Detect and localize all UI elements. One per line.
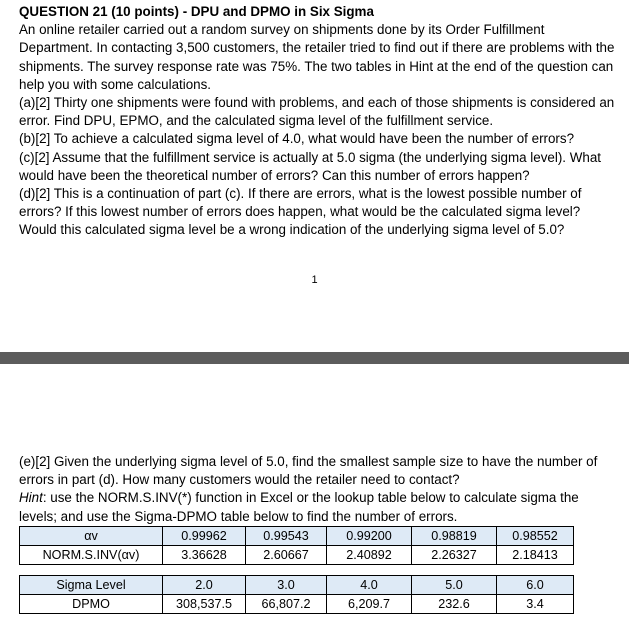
table-cell: 308,537.5 [163,595,246,614]
row-label: NORM.S.INV(αv) [20,546,163,565]
row-label: Sigma Level [20,576,163,595]
table-cell: 2.18413 [497,546,574,565]
part-a: (a)[2] Thirty one shipments were found with problems, and each of those shipments is considered an error. Find DPU, EPMO, and the calculated sigma level of the fulfillment service. [19,95,615,129]
question-title: QUESTION 21 (10 points) - DPU and DPMO in Six Sigma [19,4,374,19]
table-cell: 3.36628 [163,546,246,565]
question-intro: An online retailer carried out a random survey on shipments done by its Order Fulfillment Department. In contacting 3,500 customers, the retailer tried to find out if there are problems with the shipments. The survey response rate was 75%. The two tables in Hint at the end of the question can help you with some calculations. [19,22,615,92]
table-cell: 0.99543 [246,527,327,546]
table-cell: 3.4 [497,595,574,614]
hint-text: : use the NORM.S.INV(*) function in Excel or the lookup table below to calculate sigma the levels; and use the Sigma-DPMO table below to find the number of errors. [19,490,579,524]
table-row [20,546,574,565]
sigma-dpmo-table [19,575,574,614]
table-cell: 0.99200 [327,527,412,546]
row-label: DPMO [20,595,163,614]
table-row [20,527,574,546]
table-cell: 4.0 [327,576,412,595]
table-cell: 6,209.7 [327,595,412,614]
row-label: αv [20,527,163,546]
part-e: (e)[2] Given the underlying sigma level of 5.0, find the smallest sample size to have the number of errors in part (d). How many customers would the retailer need to contact? [19,454,598,488]
table-cell: 66,807.2 [246,595,327,614]
table-cell: 6.0 [497,576,574,595]
table-cell: 0.99962 [163,527,246,546]
table-cell: 0.98552 [497,527,574,546]
table-cell: 2.0 [163,576,246,595]
page-number: 1 [311,274,318,286]
part-d: (d)[2] This is a continuation of part (c). If there are errors, what is the lowest possible number of errors? If this lowest number of errors does happen, what would be the calculated sigma level? Would this calculated sigma level be a wrong indication of the underlying sigma level of 5.0? [19,186,582,238]
part-b: (b)[2] To achieve a calculated sigma level of 4.0, what would have been the number of errors? [19,131,575,147]
normsinv-table [19,526,574,565]
part-c: (c)[2] Assume that the fulfillment service is actually at 5.0 sigma (the underlying sigma level). What would have been the theoretical number of errors? Can this number of errors happen? [19,149,601,183]
table-cell: 232.6 [412,595,497,614]
table-cell: 0.98819 [412,527,497,546]
table-cell: 2.40892 [327,546,412,565]
page-separator [0,352,629,364]
hint-label: Hint [19,490,43,506]
question-body-continued [19,453,619,526]
table-row [20,576,574,595]
table-cell: 2.60667 [246,546,327,565]
hint-paragraph [19,489,619,525]
table-cell: 3.0 [246,576,327,595]
table-cell: 2.26327 [412,546,497,565]
table-row [20,595,574,614]
question-body [19,3,619,240]
table-cell: 5.0 [412,576,497,595]
